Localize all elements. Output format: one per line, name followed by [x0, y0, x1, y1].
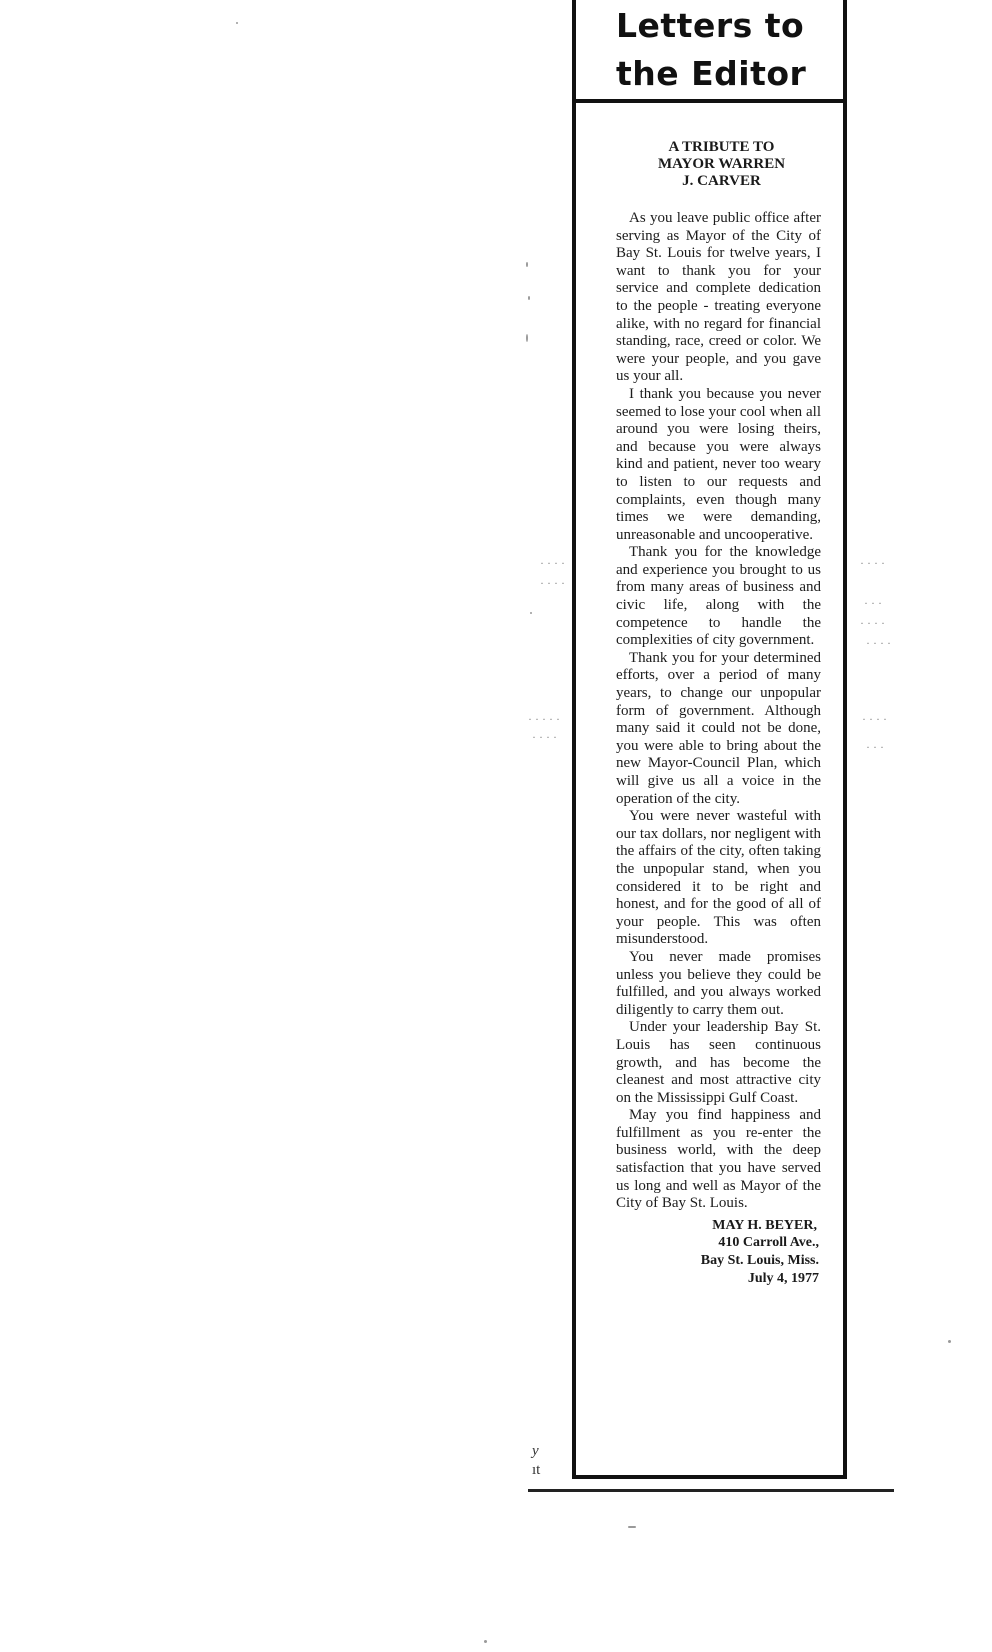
- scan-speck: [484, 1640, 487, 1643]
- bleed-text: · · ·: [864, 596, 882, 610]
- bleed-text: · · · ·: [860, 556, 885, 570]
- letter-paragraph-8: May you find happiness and fulfillment as you re-enter the business world, with the deep satisfaction that you have served us long and well as Mayor of the City of Bay St. Louis.: [616, 1107, 821, 1212]
- signature-city: Bay St. Louis, Miss.: [700, 1253, 819, 1269]
- bleed-text: · · · ·: [860, 616, 885, 630]
- masthead-line-2: the Editor: [616, 54, 807, 93]
- letter-headline: [616, 139, 821, 190]
- letter-paragraph-3: Thank you for the knowledge and experience you brought to us from many areas of business and civic life, along with the competence to handle the complexities of city government.: [616, 544, 821, 649]
- scan-speck: [526, 334, 528, 342]
- headline-line-1: A TRIBUTE TO: [668, 139, 775, 155]
- scan-speck: [948, 1340, 951, 1343]
- bleed-text: · · · · ·: [528, 712, 560, 726]
- letter-paragraph-5: You were never wasteful with our tax dollars, nor negligent with the affairs of the city, often taking the unpopular stand, when you considered it to be right and honest, and for the good of all of your people. This was often misunderstood.: [616, 808, 821, 948]
- letter-body: [576, 103, 843, 1287]
- letter-paragraph-6: You never made promises unless you believe they could be fulfilled, and you always worked diligently to carry them out.: [616, 948, 821, 1018]
- bleed-text: · · · ·: [540, 556, 565, 570]
- bleed-text: · · · ·: [866, 636, 891, 650]
- signature-name: MAY H. BEYER,: [712, 1217, 817, 1233]
- bleed-text: · · · ·: [540, 576, 565, 590]
- bleed-text: · · · ·: [532, 730, 557, 744]
- margin-fragment: y: [532, 1443, 539, 1459]
- letters-column: [572, 0, 847, 1479]
- letter-signature: [616, 1217, 821, 1287]
- margin-fragment: ıt: [532, 1462, 541, 1478]
- bleed-text: · · · ·: [862, 712, 887, 726]
- letter-paragraph-7: Under your leadership Bay St. Louis has seen continuous growth, and has become the cleanest and most attractive city on the Mississippi Gulf Coast.: [616, 1019, 821, 1106]
- scan-speck: [526, 262, 528, 267]
- headline-line-2: MAYOR WARREN: [657, 156, 786, 172]
- letter-paragraph-2: I thank you because you never seemed to lose your cool when all around you were losing theirs, and because you were always kind and patient, never too weary to listen to our requests and complaints, even though many times we were demanding, unreasonable and uncooperative.: [616, 385, 821, 543]
- signature-date: July 4, 1977: [747, 1270, 819, 1286]
- scan-speck: [628, 1526, 636, 1528]
- scan-speck: [528, 296, 530, 300]
- letter-paragraph-1: As you leave public office after serving as Mayor of the City of Bay St. Louis for twelve years, I want to thank you for your service and complete dedication to the people - treating everyone alike, with no regard for financial standing, race, creed or color. We were your people, and you gave us your all.: [616, 210, 821, 385]
- scan-speck: [236, 22, 238, 24]
- signature-address: 410 Carroll Ave.,: [718, 1235, 819, 1251]
- bleed-text: · · ·: [866, 740, 884, 754]
- headline-line-3: J. CARVER: [682, 173, 761, 189]
- column-masthead: [576, 0, 843, 103]
- letter-paragraph-4: Thank you for your determined efforts, over a period of many years, to change our unpopular form of government. Although many said it could not be done, you were able to bring about the new Mayor-Council Plan, which will give us all a voice in the operation of the city.: [616, 649, 821, 807]
- scan-speck: [530, 612, 532, 614]
- bottom-rule: [528, 1489, 894, 1492]
- masthead-line-1: Letters to: [616, 6, 805, 45]
